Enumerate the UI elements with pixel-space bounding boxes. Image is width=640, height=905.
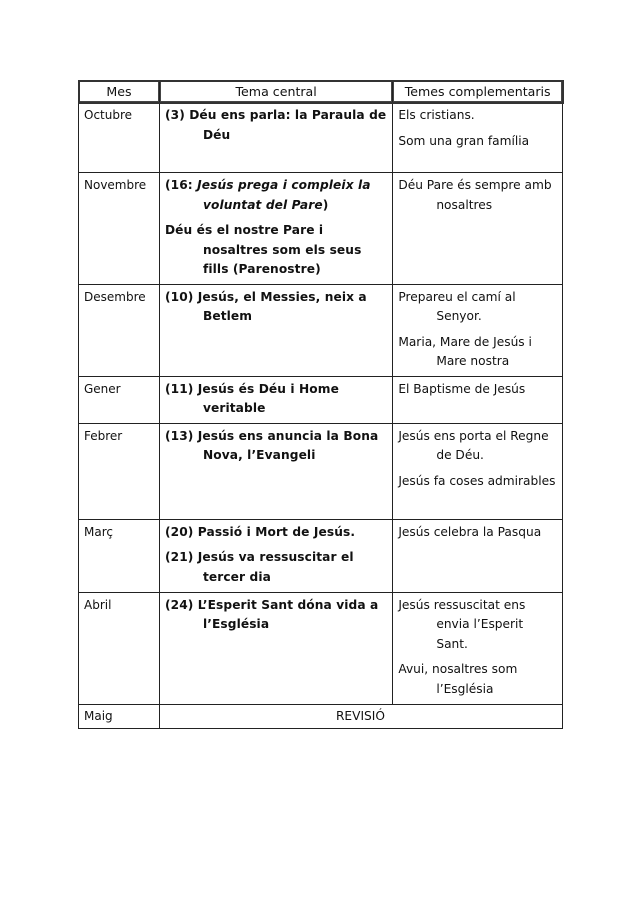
central-theme-cell [159, 103, 392, 173]
central-theme-item: (21) Jesús va ressuscitar el tercer dia [164, 550, 354, 584]
complementary-cell [393, 173, 563, 285]
table-row [79, 173, 563, 285]
central-theme-item: (3) Déu ens parla: la Paraula de Déu [164, 108, 387, 142]
central-theme-cell [159, 284, 392, 376]
complementary-item: Maria, Mare de Jesús i Mare nostra [398, 334, 532, 368]
complementary-item: Prepareu el camí al Senyor. [398, 289, 516, 323]
month-cell: Desembre [79, 284, 160, 376]
table-row [79, 423, 563, 519]
header-complementary-themes: Temes complementaris [393, 81, 563, 103]
central-theme-cell [159, 376, 392, 423]
complementary-cell [393, 376, 563, 423]
central-theme-item: (13) Jesús ens anuncia la Bona Nova, l’Evangeli [164, 428, 379, 462]
complementary-cell [393, 103, 563, 173]
central-theme-cell [159, 592, 392, 704]
table-row [79, 519, 563, 592]
revision-cell: REVISIÓ [159, 704, 562, 729]
month-cell: Febrer [79, 423, 160, 519]
month-cell: Maig [79, 704, 160, 729]
central-theme-item: (20) Passió i Mort de Jesús. [164, 524, 356, 539]
complementary-cell [393, 519, 563, 592]
complementary-cell [393, 592, 563, 704]
complementary-item: El Baptisme de Jesús [398, 381, 526, 396]
complementary-item: Avui, nosaltres som l’Església [398, 662, 518, 696]
complementary-item: Som una gran família [398, 133, 530, 148]
central-theme-cell [159, 423, 392, 519]
complementary-item: Jesús ressuscitat ens envia l’Esperit Sant. [398, 597, 526, 651]
central-theme-item: (11) Jesús és Déu i Home veritable [164, 381, 339, 415]
complementary-cell [393, 423, 563, 519]
month-cell: Abril [79, 592, 160, 704]
curriculum-table [78, 80, 563, 729]
month-cell: Març [79, 519, 160, 592]
complementary-item: Jesús celebra la Pasqua [398, 524, 542, 539]
header-central-theme: Tema central [159, 81, 392, 103]
table-row [79, 376, 563, 423]
complementary-cell [393, 284, 563, 376]
central-theme-item: (10) Jesús, el Messies, neix a Betlem [164, 289, 367, 323]
month-cell: Novembre [79, 173, 160, 285]
header-month: Mes [79, 81, 160, 103]
central-theme-cell [159, 173, 392, 285]
month-cell: Octubre [79, 103, 160, 173]
table-header-row [79, 81, 563, 103]
complementary-item: Déu Pare és sempre amb nosaltres [398, 178, 552, 212]
central-theme-cell [159, 519, 392, 592]
complementary-item: Jesús fa coses admirables [398, 473, 556, 488]
central-theme-item: Déu és el nostre Pare i nosaltres som els seus fills (Parenostre) [164, 223, 362, 276]
table-row [79, 704, 563, 729]
table-row [79, 284, 563, 376]
month-cell: Gener [79, 376, 160, 423]
table-row [79, 103, 563, 173]
complementary-item: Jesús ens porta el Regne de Déu. [398, 428, 549, 462]
central-theme-item: (16: Jesús prega i compleix la voluntat del Pare) [164, 178, 371, 212]
table-row [79, 592, 563, 704]
complementary-item: Els cristians. [398, 108, 475, 122]
central-theme-item: (24) L’Esperit Sant dóna vida a l’Església [164, 597, 379, 631]
